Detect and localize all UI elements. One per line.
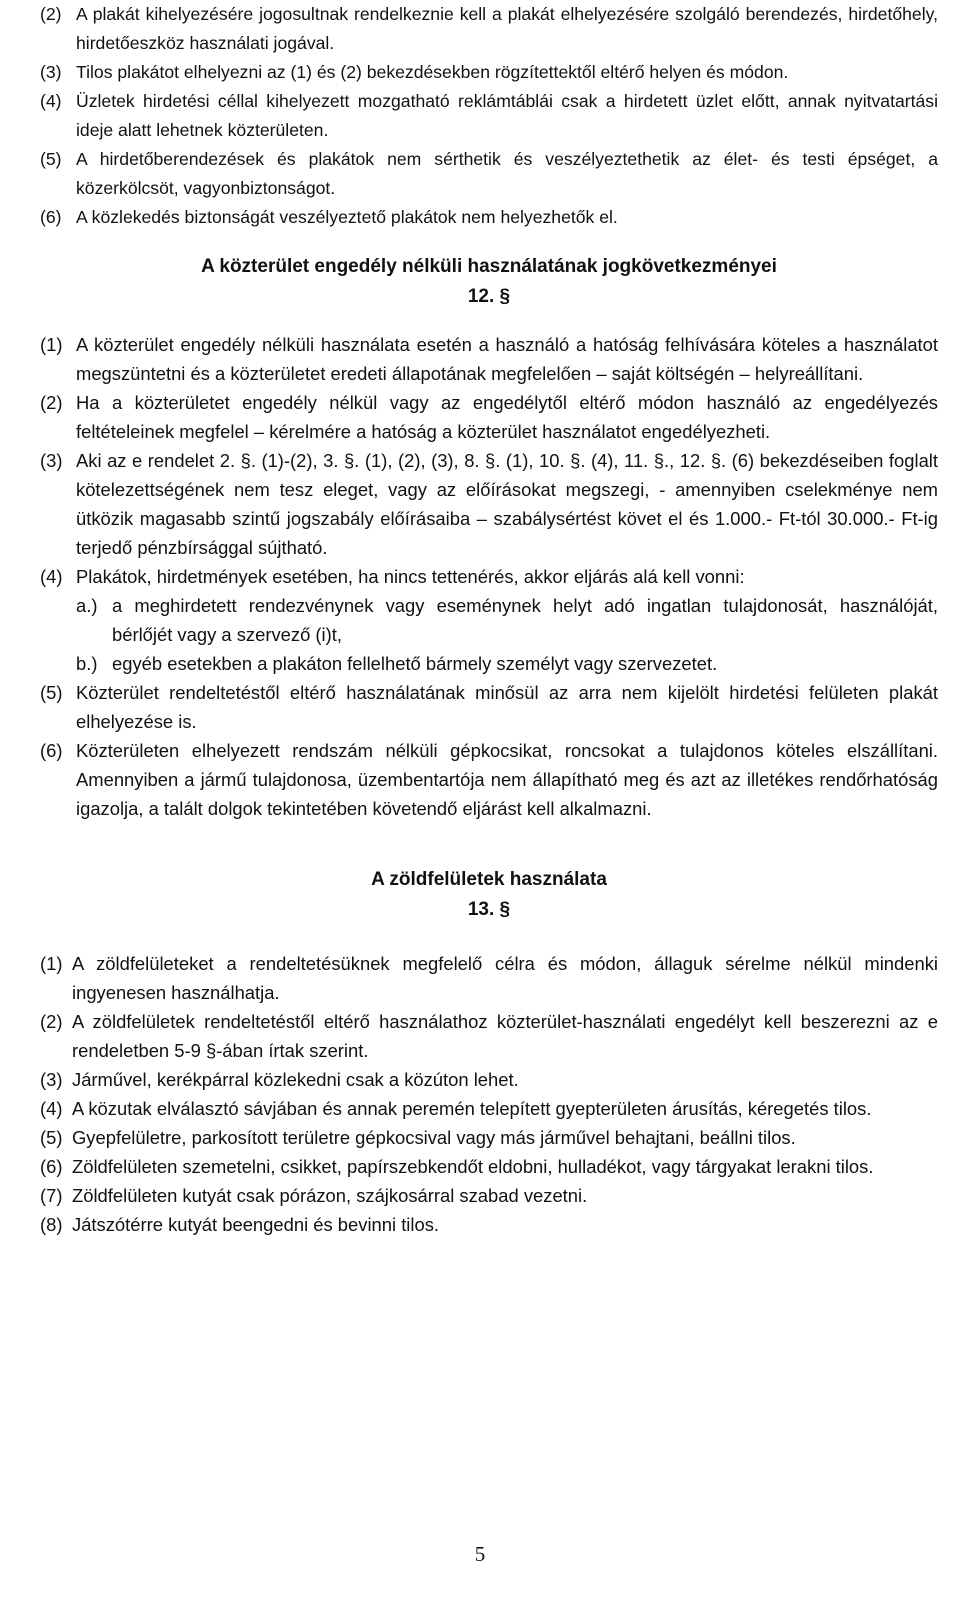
paragraph — [40, 1181, 938, 1210]
paragraph — [40, 1065, 938, 1094]
section-heading: A zöldfelületek használata — [371, 869, 607, 890]
paragraph-text: A plakát kihelyezésére jogosultnak rendelkeznie kell a plakát elhelyezésére szolgáló berendezés, hirdetőhely, hirdetőeszköz használati jogával. — [76, 4, 938, 53]
paragraph-number: (4) — [40, 566, 63, 587]
paragraph-text: Gyepfelületre, parkosított területre gépkocsival vagy más járművel behajtani, beállni tilos. — [72, 1127, 796, 1148]
paragraph-text: Közterületen elhelyezett rendszám nélküli gépkocsikat, roncsokat a tulajdonos köteles elszállítani. Amennyiben a jármű tulajdonosa, üzembentartója nem állapítható meg és azt az illetékes rendőrhatóság igazolja, a talált dolgok tekintetében követendő eljárást kell alkalmazni. — [76, 740, 938, 819]
paragraph-text: A zöldfelületeket a rendeltetésüknek megfelelő célra és módon, állaguk sérelme nélkül mindenki ingyenesen használhatja. — [72, 953, 938, 1003]
paragraph-number: (6) — [40, 1156, 63, 1177]
paragraph-number: (1) — [40, 334, 63, 355]
paragraph-number: (8) — [40, 1214, 63, 1235]
sub-item — [76, 591, 938, 649]
paragraph-text: Zöldfelületen szemetelni, csikket, papírszebkendőt eldobni, hulladékot, vagy tárgyakat lerakni tilos. — [72, 1156, 874, 1177]
paragraph — [40, 1007, 938, 1065]
section-12 — [40, 252, 938, 823]
paragraph-number: (2) — [40, 1011, 63, 1032]
paragraph — [40, 1123, 938, 1152]
sub-item-label: b.) — [76, 653, 98, 674]
paragraph-text: A hirdetőberendezések és plakátok nem sérthetik és veszélyeztethetik az élet- és testi épséget, a közerkölcsöt, vagyonbiztonságot. — [76, 149, 938, 198]
paragraph — [40, 1210, 938, 1239]
paragraph-text: Aki az e rendelet 2. §. (1)-(2), 3. §. (1), (2), (3), 8. §. (1), 10. §. (4), 11. §., 12. §. (6) bekezdéseiben foglalt kötelezettségének nem tesz eleget, vagy az előírásokat megszegi, - amennyiben cselekménye nem ütközik magasabb szintű jogszabály előírásaiba – szabálysértést követ el és 1.000.- Ft-tól 30.000.- Ft-ig terjedő pénzbírsággal sújtható. — [76, 450, 938, 558]
section-heading: A közterület engedély nélküli használatának jogkövetkezményei — [201, 256, 777, 277]
paragraph-number: (5) — [40, 682, 63, 703]
paragraph-text: A közutak elválasztó sávjában és annak peremén telepített gyepterületen árusítás, kéregetés tilos. — [72, 1098, 872, 1119]
document-page — [40, 0, 938, 1239]
paragraph-number: (6) — [40, 207, 62, 227]
paragraph-text: Járművel, kerékpárral közlekedni csak a közúton lehet. — [72, 1069, 519, 1090]
paragraph — [40, 1152, 938, 1181]
paragraph — [40, 562, 938, 591]
paragraph — [40, 1094, 938, 1123]
paragraph-number: (2) — [40, 4, 62, 24]
paragraph — [40, 58, 938, 87]
paragraph — [40, 145, 938, 203]
paragraph — [40, 203, 938, 232]
section-number: 13. § — [467, 899, 511, 920]
paragraph-number: (3) — [40, 1069, 63, 1090]
paragraph-number: (1) — [40, 953, 63, 974]
paragraph — [40, 736, 938, 823]
paragraph-number: (3) — [40, 62, 62, 82]
paragraph-number: (2) — [40, 392, 63, 413]
paragraph-number: (5) — [40, 1127, 63, 1148]
paragraph-text: Üzletek hirdetési céllal kihelyezett mozgatható reklámtáblái csak a hirdetett üzlet előtt, annak nyitvatartási ideje alatt lehetnek közterületen. — [76, 91, 938, 140]
paragraph-text: Ha a közterületet engedély nélkül vagy az engedélytől eltérő módon használó az engedélyezés feltételeinek megfelel – kérelmére a hatóság a közterület használatot engedélyezheti. — [76, 392, 938, 442]
paragraph-number: (4) — [40, 91, 62, 111]
paragraph — [40, 0, 938, 58]
paragraph — [40, 446, 938, 562]
sub-item-label: a.) — [76, 595, 98, 616]
previous-section — [40, 0, 938, 232]
paragraph-number: (4) — [40, 1098, 63, 1119]
paragraph-number: (6) — [40, 740, 63, 761]
section-number: 12. § — [467, 286, 511, 307]
paragraph-text: A közterület engedély nélküli használata esetén a használó a hatóság felhívására köteles a használatot megszüntetni és a közterületet eredeti állapotának megfelelően – saját költségén – helyreállítani. — [76, 334, 938, 384]
paragraph — [40, 949, 938, 1007]
paragraph — [40, 87, 938, 145]
sub-item-text: a meghirdetett rendezvénynek vagy eseménynek helyt adó ingatlan tulajdonosát, használóját, bérlőjét vagy a szervező (i)t, — [112, 595, 938, 645]
paragraph-number: (5) — [40, 149, 62, 169]
sub-item-text: egyéb esetekben a plakáton fellelhető bármely személyt vagy szervezetet. — [112, 653, 718, 674]
paragraph-text: A zöldfelületek rendeltetéstől eltérő használathoz közterület-használati engedélyt kell beszerezni az e rendeletben 5-9 §-ában írtak szerint. — [72, 1011, 938, 1061]
section-13 — [40, 865, 938, 1239]
paragraph-text: A közlekedés biztonságát veszélyeztető plakátok nem helyezhetők el. — [76, 207, 618, 227]
paragraph-text: Közterület rendeltetéstől eltérő használatának minősül az arra nem kijelölt hirdetési felületen plakát elhelyezése is. — [76, 682, 938, 732]
paragraph-text: Zöldfelületen kutyát csak pórázon, szájkosárral szabad vezetni. — [72, 1185, 588, 1206]
sub-item — [76, 649, 938, 678]
paragraph-text: Tilos plakátot elhelyezni az (1) és (2) bekezdésekben rögzítettektől eltérő helyen és módon. — [76, 62, 789, 82]
paragraph — [40, 388, 938, 446]
paragraph-text: Plakátok, hirdetmények esetében, ha nincs tettenérés, akkor eljárás alá kell vonni: — [76, 566, 745, 587]
paragraph-number: (3) — [40, 450, 63, 471]
paragraph — [40, 330, 938, 388]
page-number: 5 — [474, 1542, 486, 1566]
paragraph-text: Játszótérre kutyát beengedni és bevinni tilos. — [72, 1214, 440, 1235]
paragraph — [40, 678, 938, 736]
paragraph-number: (7) — [40, 1185, 63, 1206]
